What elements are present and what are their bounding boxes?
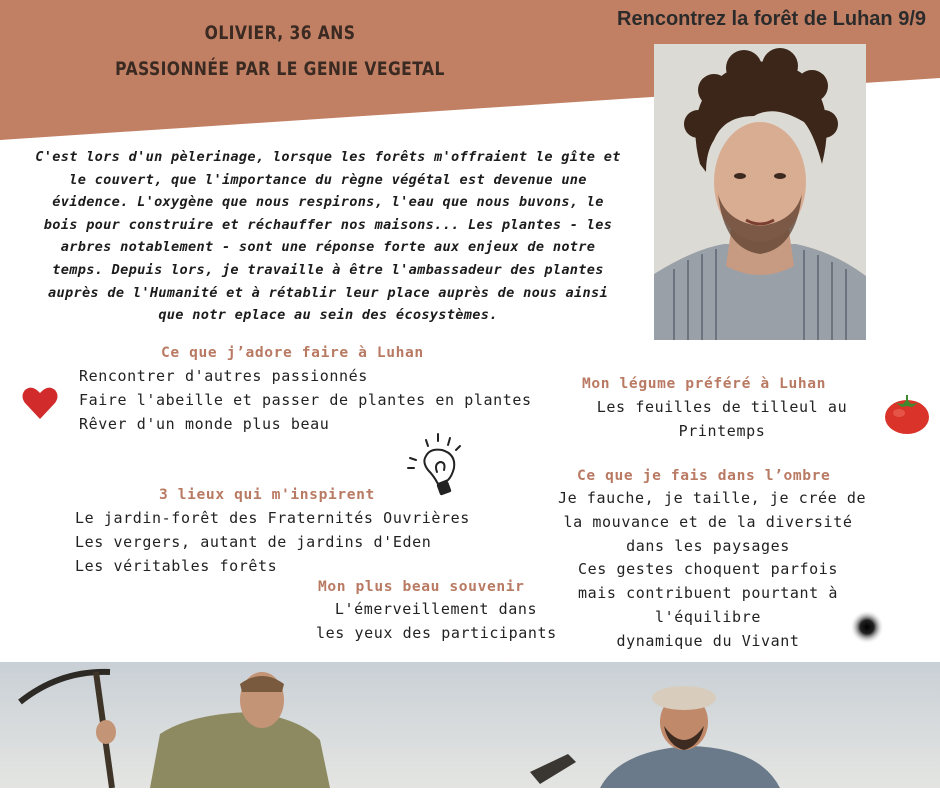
- list-item: Rencontrer d'autres passionnés: [79, 367, 368, 385]
- intro-line: évidence. L'oxygène que nous respirons, l'eau que nous buvons, le: [52, 194, 604, 211]
- memory-heading: Mon plus beau souvenir: [318, 578, 525, 595]
- lightbulb-icon: [404, 432, 468, 502]
- places-heading: 3 lieux qui m'inspirent: [159, 486, 375, 503]
- shadow-line: Ces gestes choquent parfois: [577, 560, 839, 579]
- love-list: [79, 365, 532, 436]
- series-title: Rencontrez la forêt de Luhan 9/9: [617, 8, 926, 30]
- vegetable-text: [592, 396, 852, 444]
- memory-line: L'émerveillement dans: [334, 600, 538, 618]
- intro-line: que notr eplace au sein des écosystèmes.: [158, 307, 498, 324]
- shadow-dot-icon: [850, 610, 884, 648]
- tomato-icon: [884, 393, 930, 439]
- shadow-heading: Ce que je fais dans l’ombre: [577, 467, 831, 484]
- tagline-heading: PASSIONNÉE PAR LE GENIE VEGETAL: [115, 58, 445, 80]
- shadow-line: mais contribuent pourtant à: [577, 584, 839, 603]
- list-item: Le jardin-forêt des Fraternités Ouvrières: [75, 509, 470, 527]
- intro-line: bois pour construire et réchauffer nos maisons... Les plantes - les: [43, 216, 613, 233]
- portrait-photo: [654, 44, 866, 340]
- shadow-line: la mouvance et de la diversité: [563, 512, 853, 531]
- heart-icon: [22, 386, 58, 424]
- memory-line: les yeux des participants: [316, 623, 557, 642]
- places-list: [75, 507, 470, 578]
- shadow-line: l'équilibre: [655, 607, 761, 626]
- intro-line: auprès de l'Humanité et à rétablir leur place auprès de nous ainsi: [48, 284, 608, 301]
- list-item: Rêver d'un monde plus beau: [79, 414, 330, 433]
- memory-text: [316, 598, 556, 646]
- vegetable-line: Printemps: [678, 421, 766, 440]
- shadow-line: dans les paysages: [626, 536, 790, 555]
- intro-line: temps. Depuis lors, je travaille à être l'ambassadeur des plantes: [52, 261, 604, 278]
- intro-quote: [18, 146, 638, 327]
- vegetable-heading: Mon légume préféré à Luhan: [582, 375, 827, 392]
- list-item: Faire l'abeille et passer de plantes en plantes: [79, 390, 532, 409]
- love-heading: Ce que j’adore faire à Luhan: [161, 344, 424, 361]
- shadow-text: [558, 487, 867, 654]
- intro-line: C'est lors d'un pèlerinage, lorsque les forêts m'offraient le gîte et: [35, 149, 621, 165]
- list-item: Les véritables forêts: [75, 556, 278, 575]
- intro-line: le couvert, que l'importance du règne végétal est devenue une: [69, 171, 587, 188]
- list-item: Les vergers, autant de jardins d'Eden: [75, 532, 432, 551]
- bottom-photo: [0, 662, 940, 788]
- vegetable-line: Les feuilles de tilleul au: [596, 398, 848, 416]
- intro-line: arbres notablement - sont une réponse forte aux enjeux de notre: [60, 239, 596, 256]
- shadow-line: dynamique du Vivant: [616, 631, 800, 650]
- shadow-line: Je fauche, je taille, je crée de: [558, 489, 867, 507]
- name-age-heading: OLIVIER, 36 ANS: [204, 22, 356, 44]
